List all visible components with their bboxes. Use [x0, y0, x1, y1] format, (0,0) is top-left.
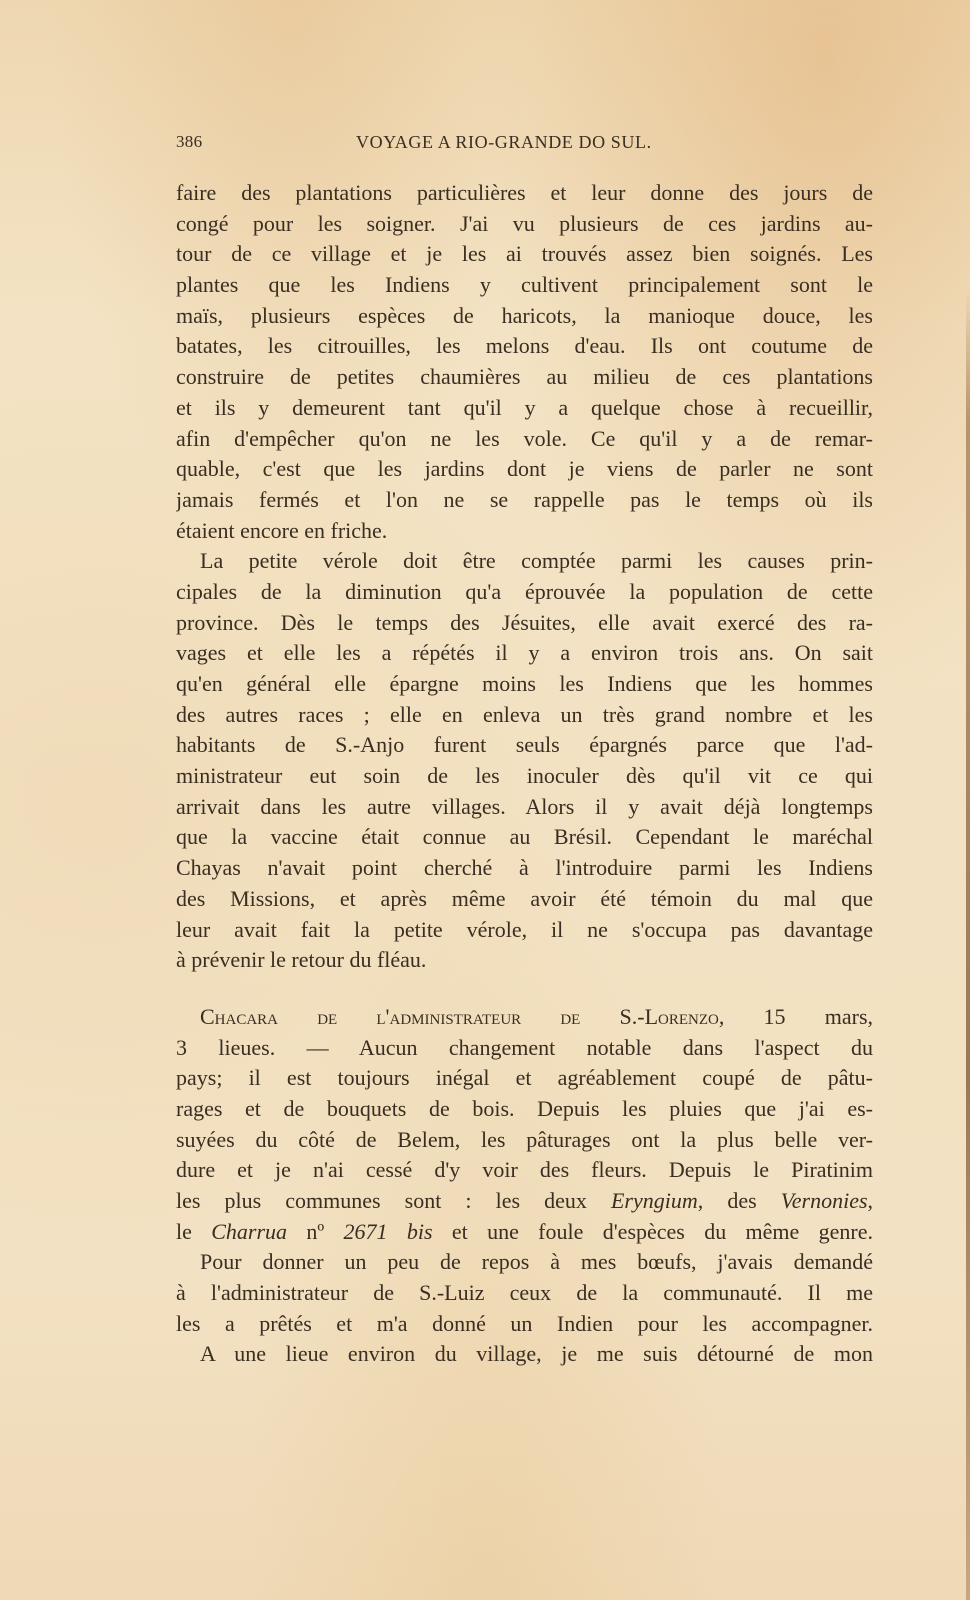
text-line: à prévenir le retour du fléau. [176, 947, 427, 973]
text-line: plantes que les Indiens y cultivent principalement sont le [176, 272, 873, 298]
text-line: à l'administrateur de S.-Luiz ceux de la communauté. Il me [176, 1280, 873, 1306]
text-line: que la vaccine était connue au Brésil. Cependant le maréchal [176, 824, 873, 850]
specimen-number: 2671 bis [343, 1218, 433, 1244]
text-line: ministrateur eut soin de les inoculer dès qu'il vit ce qui [176, 763, 873, 789]
text-line: qu'en général elle épargne moins les Indiens que les hommes [176, 671, 873, 696]
species-vernonies: Vernonies [780, 1188, 868, 1213]
text-line: des Missions, et après même avoir été témoin du mal que [176, 885, 873, 911]
species-eryngium: Eryngium [610, 1188, 698, 1213]
text-line: habitants de S.-Anjo furent seuls épargnés parce que l'ad- [176, 732, 873, 758]
text-line: tour de ce village et je les ai trouvés assez bien soignés. Les [176, 241, 873, 267]
text-line: étaient encore en friche. [176, 517, 388, 543]
text-line: 3 lieues. — Aucun changement notable dans l'aspect du [176, 1034, 873, 1060]
text-line: les a prêtés et m'a donné un Indien pour les accompagner. [176, 1310, 873, 1336]
text-span: , des [697, 1188, 781, 1213]
text-line: des autres races ; elle en enleva un très grand nombre et les [176, 701, 873, 727]
text-line: faire des plantations particulières et leur donne des jours de [176, 180, 873, 205]
text-span: le [176, 1218, 212, 1244]
text-line: rages et de bouquets de bois. Depuis les pluies que j'ai es- [176, 1095, 873, 1121]
journal-entry [176, 1002, 873, 1248]
running-title: VOYAGE A RIO-GRANDE DO SUL. [356, 132, 652, 152]
text-line: batates, les citrouilles, les melons d'eau. Ils ont coutume de [176, 333, 873, 359]
text-span: nº [287, 1218, 344, 1244]
species-charrua: Charrua [211, 1218, 288, 1244]
text-line: Chayas n'avait point cherché à l'introduire parmi les Indiens [176, 855, 873, 881]
text-line: afin d'empêcher qu'on ne les vole. Ce qu'il y a de remar- [176, 425, 873, 451]
text-line: leur avait fait la petite vérole, il ne s'occupa pas davantage [176, 916, 873, 942]
entry-place-name: S.-Lorenzo [619, 1003, 719, 1029]
text-line: et ils y demeurent tant qu'il y a quelque chose à recueillir, [176, 394, 873, 420]
page-number: 386 [176, 132, 203, 151]
text-line-charrua [176, 1217, 873, 1248]
text-line: pays; il est toujours inégal et agréablement coupé de pâtu- [176, 1065, 873, 1091]
text-line: province. Dès le temps des Jésuites, elle avait exercé des ra- [176, 609, 873, 635]
text-line: jamais fermés et l'on ne se rappelle pas le temps où ils [176, 486, 873, 512]
text-span: et une foule d'espèces du même genre. [432, 1218, 873, 1244]
page-edge-shadow [966, 290, 970, 1600]
paragraph-5 [176, 1339, 873, 1370]
text-line: congé pour les soigner. J'ai vu plusieurs de ces jardins au- [176, 210, 873, 236]
entry-date: , 15 mars, [718, 1003, 873, 1029]
text-line: suyées du côté de Belem, les pâturages ont la plus belle ver- [176, 1126, 873, 1152]
text-line: La petite vérole doit être comptée parmi les causes prin- [200, 548, 873, 574]
text-line: vages et elle les a répétés il y a environ trois ans. On sait [176, 640, 873, 666]
body-text [176, 178, 873, 1370]
text-span: les plus communes sont : les deux [176, 1188, 611, 1213]
text-line-species [176, 1186, 873, 1217]
text-line: maïs, plusieurs espèces de haricots, la manioque douce, les [176, 302, 873, 328]
section-gap [176, 976, 873, 1002]
paragraph-2 [176, 546, 873, 976]
entry-place-prefix: Chacara de l'administrateur de [200, 1003, 581, 1029]
text-line: cipales de la diminution qu'a éprouvée la population de cette [176, 578, 873, 604]
text-line: dure et je n'ai cessé d'y voir des fleurs. Depuis le Piratinim [176, 1157, 873, 1183]
text-line: A une lieue environ du village, je me suis détourné de mon [200, 1341, 873, 1367]
text-line: Pour donner un peu de repos à mes bœufs, j'avais demandé [200, 1249, 873, 1275]
entry-heading [176, 1002, 873, 1033]
text-span: , [867, 1188, 873, 1213]
text-line: quable, c'est que les jardins dont je viens de parler ne sont [176, 456, 873, 482]
text-line: arrivait dans les autre villages. Alors il y avait déjà longtemps [176, 793, 873, 819]
paragraph-4 [176, 1247, 873, 1339]
paragraph-1 [176, 178, 873, 546]
text-line: construire de petites chaumières au milieu de ces plantations [176, 364, 873, 390]
running-header [176, 132, 876, 156]
